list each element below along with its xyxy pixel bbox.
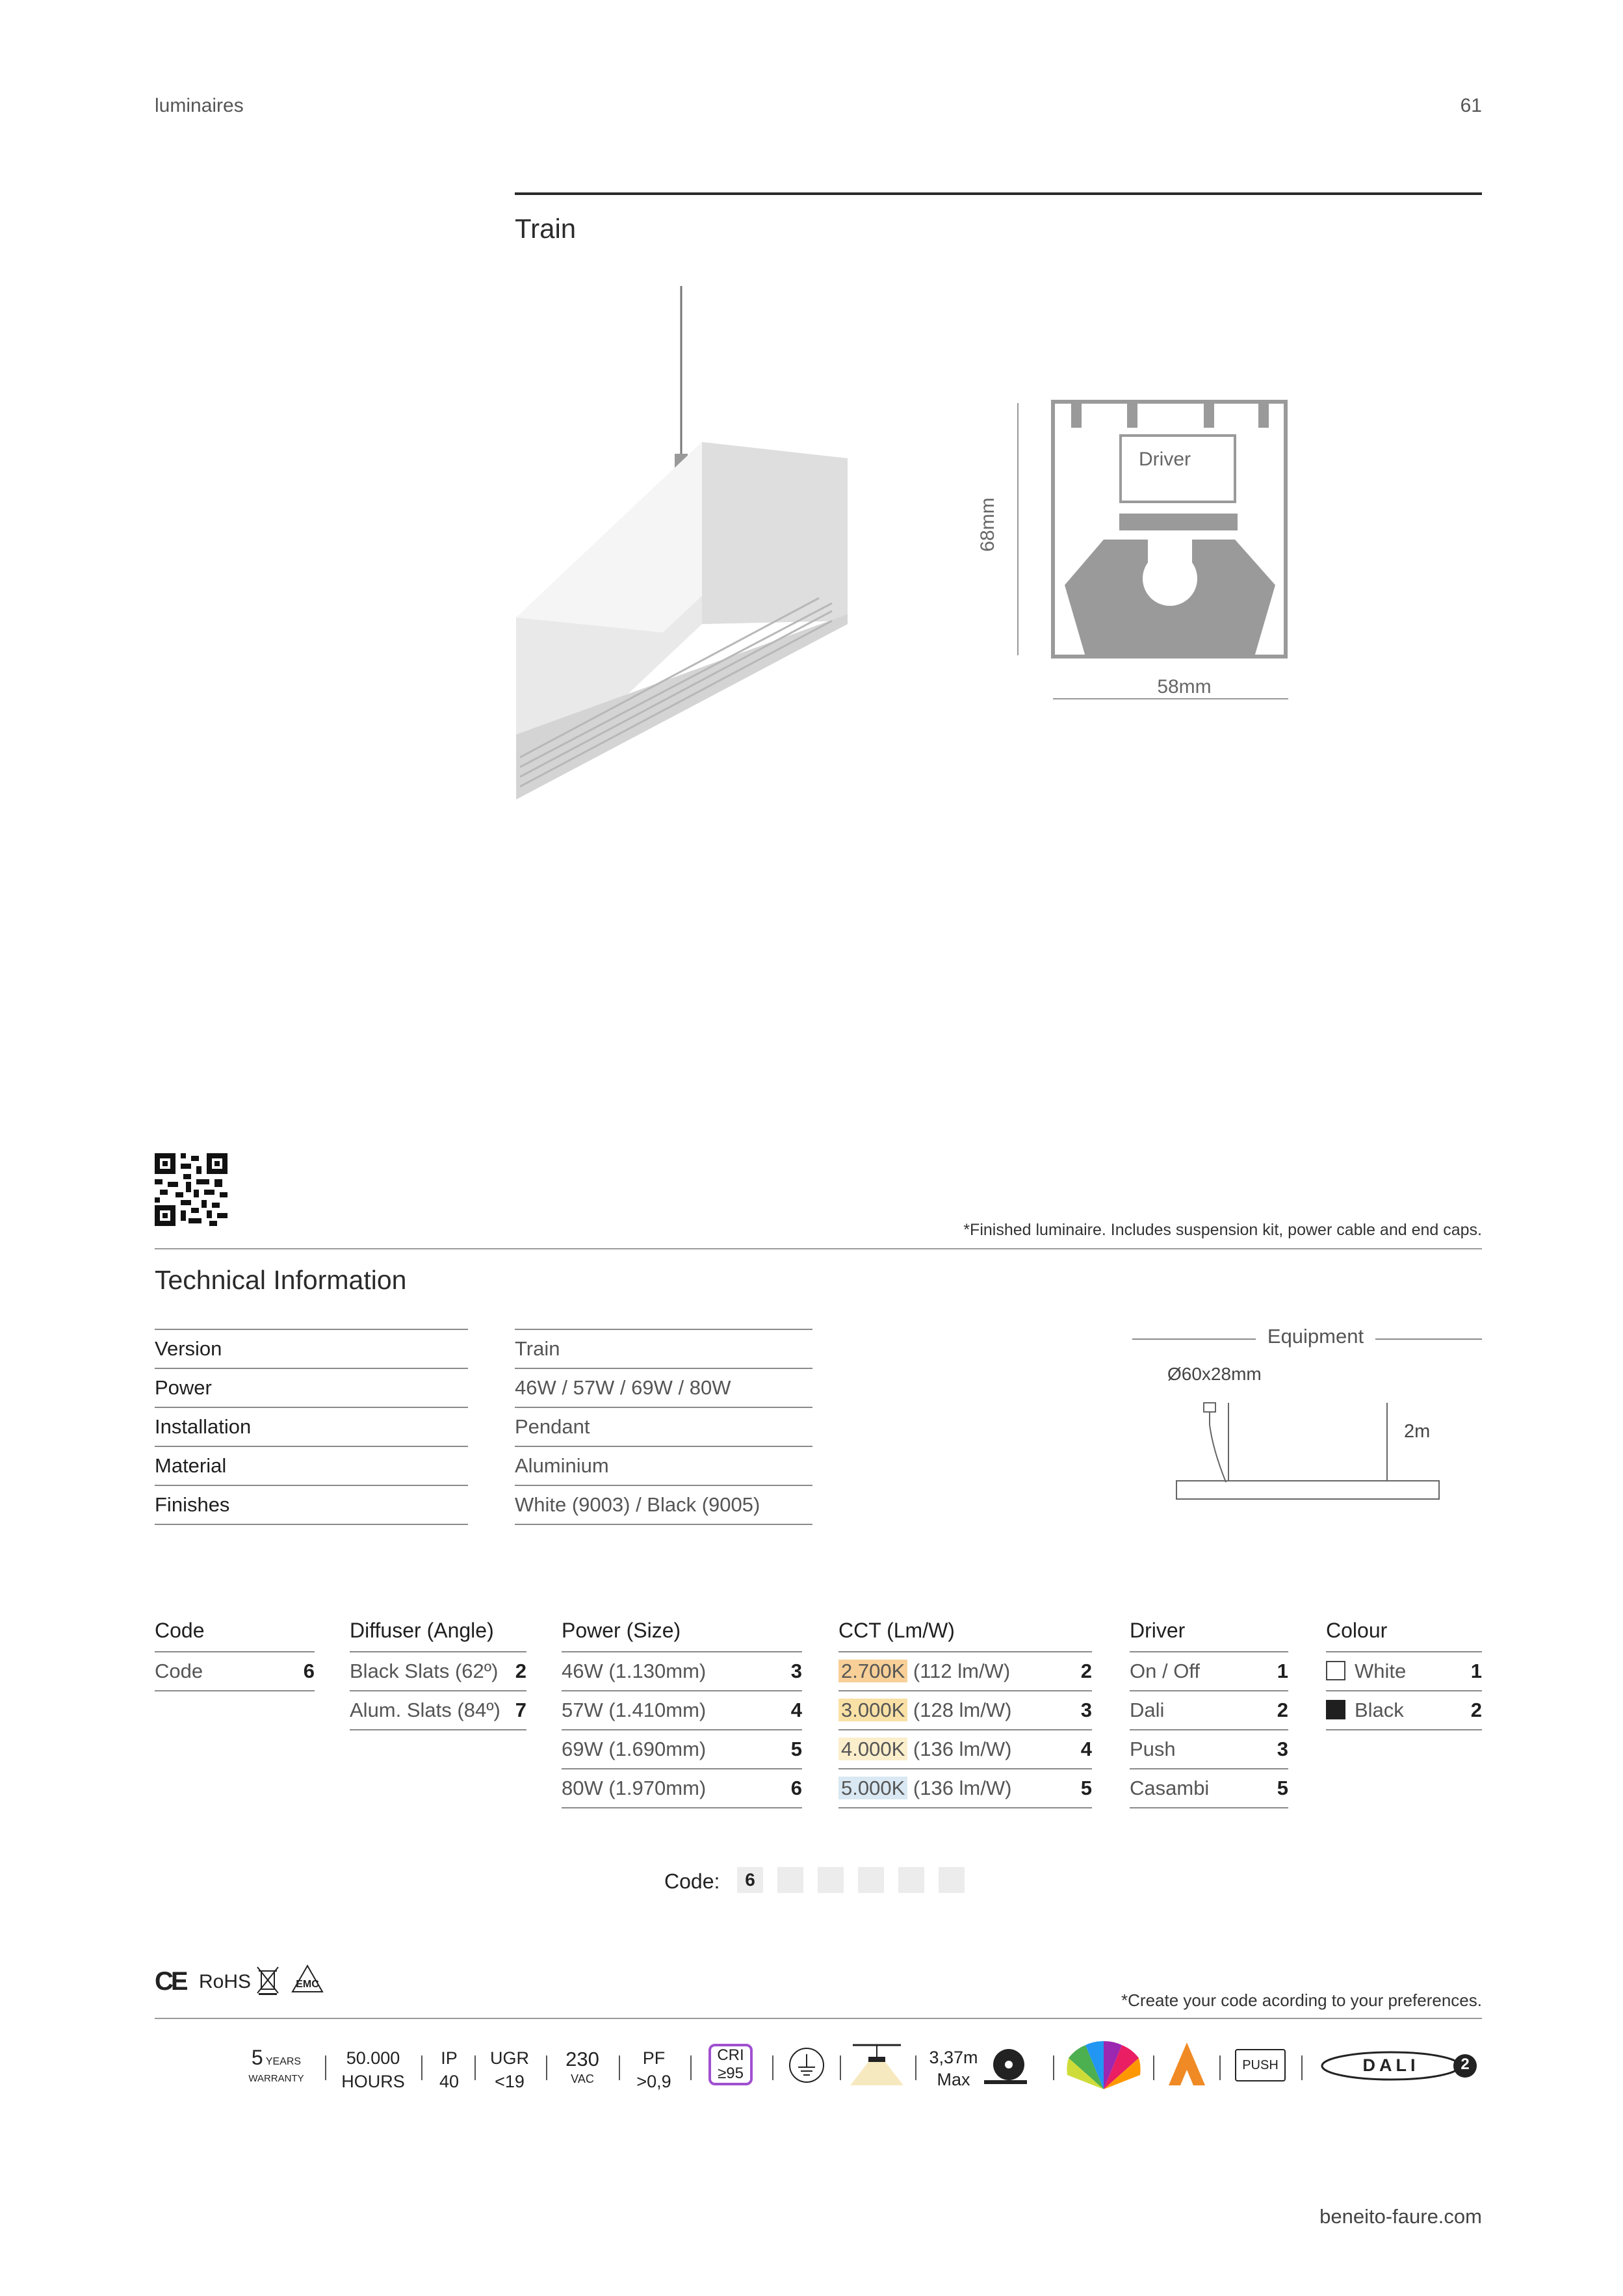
- col-header-code: Code: [155, 1619, 205, 1642]
- cct-efficacy: (136 lm/W): [913, 1777, 1012, 1799]
- option-code[interactable]: [155, 1652, 315, 1691]
- option-driver-push[interactable]: [1130, 1730, 1288, 1769]
- earth-ground-icon: [788, 2046, 825, 2084]
- option-number: 5: [790, 1738, 802, 1760]
- option-power-57w[interactable]: [562, 1691, 802, 1730]
- tech-key-version: Version: [155, 1330, 468, 1369]
- equipment-title: Equipment: [1267, 1325, 1364, 1348]
- tech-key-power: Power: [155, 1369, 468, 1408]
- ce-mark-icon: CE: [155, 1967, 186, 1996]
- cri-badge: CRI ≥95: [708, 2044, 753, 2085]
- max-length-badge: 3,37m Max: [929, 2048, 978, 2089]
- option-number: 1: [1277, 1660, 1288, 1682]
- separator: [915, 2055, 916, 2080]
- cct-temperature: 2.700K: [838, 1660, 907, 1682]
- tech-value-version: Train: [515, 1330, 812, 1369]
- color-fan-icon: [1066, 2039, 1141, 2091]
- option-label: 46W (1.130mm): [562, 1660, 707, 1682]
- option-number: 3: [1277, 1738, 1288, 1760]
- option-cct-2700k[interactable]: [838, 1652, 1092, 1691]
- cct-temperature: 3.000K: [838, 1699, 907, 1721]
- black-swatch-icon: [1326, 1700, 1345, 1719]
- option-label: Black Slats (62º): [350, 1660, 499, 1682]
- option-number: 2: [1470, 1699, 1482, 1721]
- option-diffuser-black-slats[interactable]: [350, 1652, 526, 1691]
- option-power-46w[interactable]: [562, 1652, 802, 1691]
- width-dimension: 58mm: [1157, 676, 1212, 698]
- tech-key-installation: Installation: [155, 1408, 468, 1447]
- dali-2-logo: DALI 2: [1319, 2050, 1482, 2081]
- separator: [840, 2055, 841, 2080]
- col-header-diffuser: Diffuser (Angle): [350, 1619, 494, 1642]
- product-title: Train: [515, 213, 577, 244]
- saw-cut-icon: [984, 2046, 1027, 2087]
- canopy-dimension: Ø60x28mm: [1167, 1364, 1262, 1384]
- option-number: 6: [790, 1777, 802, 1799]
- option-number: 2: [515, 1660, 526, 1682]
- option-colour-black[interactable]: [1326, 1691, 1482, 1730]
- voltage-badge: 230 VAC: [565, 2048, 599, 2085]
- option-power-69w[interactable]: [562, 1730, 802, 1769]
- emc-mark-icon: EMC: [290, 1963, 325, 1994]
- option-label: Casambi: [1130, 1777, 1210, 1799]
- section-divider: [155, 1248, 1482, 1249]
- option-diffuser-alum-slats[interactable]: [350, 1691, 526, 1730]
- option-cct-5000k[interactable]: [838, 1769, 1092, 1808]
- separator: [546, 2055, 547, 2080]
- code-digit-3[interactable]: [818, 1867, 844, 1893]
- cct-efficacy: (136 lm/W): [913, 1738, 1012, 1760]
- option-number: 3: [1080, 1699, 1092, 1721]
- cct-temperature: 5.000K: [838, 1777, 907, 1799]
- tech-value-installation: Pendant: [515, 1408, 812, 1447]
- section-label: luminaires: [155, 95, 244, 116]
- technical-information-title: Technical Information: [155, 1265, 407, 1295]
- option-cct-4000k[interactable]: [838, 1730, 1092, 1769]
- website-link[interactable]: beneito-faure.com: [1319, 2205, 1482, 2228]
- weee-bin-icon: [256, 1964, 279, 1996]
- warranty-badge: 5 YEARS WARRANTY: [248, 2046, 304, 2084]
- features-divider: [155, 2018, 1482, 2019]
- option-number: 7: [515, 1699, 526, 1721]
- option-driver-casambi[interactable]: [1130, 1769, 1288, 1808]
- create-code-note: *Create your code acording to your preferences.: [1121, 1990, 1482, 2010]
- separator: [619, 2055, 620, 2080]
- casambi-logo-icon: [1167, 2041, 1206, 2087]
- code-digit-6[interactable]: [939, 1867, 965, 1893]
- ugr-badge: UGR <19: [490, 2048, 529, 2091]
- option-power-80w[interactable]: [562, 1769, 802, 1808]
- title-divider: [515, 192, 1482, 195]
- code-digit-2[interactable]: [777, 1867, 803, 1893]
- driver-label: Driver: [1139, 449, 1191, 470]
- option-colour-white[interactable]: [1326, 1652, 1482, 1691]
- push-badge: PUSH: [1235, 2049, 1286, 2081]
- option-number: 5: [1080, 1777, 1092, 1799]
- cct-temperature: 4.000K: [838, 1738, 907, 1760]
- tech-key-material: Material: [155, 1447, 468, 1486]
- cct-efficacy: (112 lm/W): [913, 1660, 1011, 1682]
- separator: [421, 2055, 422, 2080]
- separator: [1219, 2055, 1221, 2080]
- cable-length: 2m: [1404, 1421, 1431, 1442]
- tech-value-finishes: White (9003) / Black (9005): [515, 1486, 812, 1525]
- option-number: 1: [1470, 1660, 1482, 1682]
- tech-value-material: Aluminium: [515, 1447, 812, 1486]
- option-label: 69W (1.690mm): [562, 1738, 707, 1760]
- ip-rating-badge: IP 40: [439, 2048, 460, 2091]
- code-digit-1: 6: [737, 1867, 763, 1893]
- option-number: 2: [1080, 1660, 1092, 1682]
- tech-key-finishes: Finishes: [155, 1486, 468, 1525]
- separator: [1301, 2055, 1303, 2080]
- option-number: 6: [303, 1660, 315, 1682]
- code-digit-5[interactable]: [898, 1867, 924, 1893]
- separator: [772, 2055, 773, 2080]
- separator: [690, 2055, 692, 2080]
- tech-value-power: 46W / 57W / 69W / 80W: [515, 1369, 812, 1408]
- pendant-light-icon: [849, 2041, 905, 2087]
- col-header-cct: CCT (Lm/W): [838, 1619, 955, 1642]
- option-cct-3000k[interactable]: [838, 1691, 1092, 1730]
- option-label: Black: [1355, 1699, 1404, 1721]
- separator: [325, 2055, 326, 2080]
- cct-efficacy: (128 lm/W): [913, 1699, 1012, 1721]
- option-number: 4: [790, 1699, 802, 1721]
- col-header-driver: Driver: [1130, 1619, 1186, 1642]
- separator: [1153, 2055, 1154, 2080]
- option-label: 57W (1.410mm): [562, 1699, 707, 1721]
- option-number: 2: [1277, 1699, 1288, 1721]
- qr-code-icon[interactable]: [155, 1153, 227, 1226]
- luminaire-render: [507, 286, 871, 806]
- option-label: White: [1355, 1660, 1407, 1682]
- option-label: On / Off: [1130, 1660, 1200, 1682]
- code-builder-label: Code:: [664, 1870, 720, 1893]
- equipment-rule-left: [1132, 1338, 1256, 1340]
- option-number: 5: [1277, 1777, 1288, 1799]
- col-header-colour: Colour: [1326, 1619, 1388, 1642]
- code-digit-4[interactable]: [858, 1867, 884, 1893]
- hours-badge: 50.000 HOURS: [341, 2048, 405, 2091]
- white-swatch-icon: [1326, 1661, 1345, 1680]
- power-factor-badge: PF >0,9: [636, 2048, 671, 2091]
- finished-luminaire-note: *Finished luminaire. Includes suspension kit, power cable and end caps.: [963, 1221, 1482, 1239]
- option-driver-dali[interactable]: [1130, 1691, 1288, 1730]
- option-label: Push: [1130, 1738, 1176, 1760]
- option-label: Alum. Slats (84º): [350, 1699, 500, 1721]
- option-label: Dali: [1130, 1699, 1165, 1721]
- equipment-rule-right: [1375, 1338, 1482, 1340]
- option-driver-on-off[interactable]: [1130, 1652, 1288, 1691]
- rohs-mark: RoHS: [199, 1971, 252, 1992]
- option-number: 3: [790, 1660, 802, 1682]
- option-label: Code: [155, 1660, 203, 1682]
- option-label: 80W (1.970mm): [562, 1777, 707, 1799]
- height-dimension: 68mm: [977, 497, 998, 552]
- option-number: 4: [1080, 1738, 1092, 1760]
- separator: [474, 2055, 476, 2080]
- separator: [1053, 2055, 1054, 2080]
- col-header-power: Power (Size): [562, 1619, 681, 1642]
- equipment-diagram: [1170, 1398, 1443, 1502]
- cross-section-drawing: [975, 390, 1313, 702]
- page-number: 61: [1460, 95, 1482, 116]
